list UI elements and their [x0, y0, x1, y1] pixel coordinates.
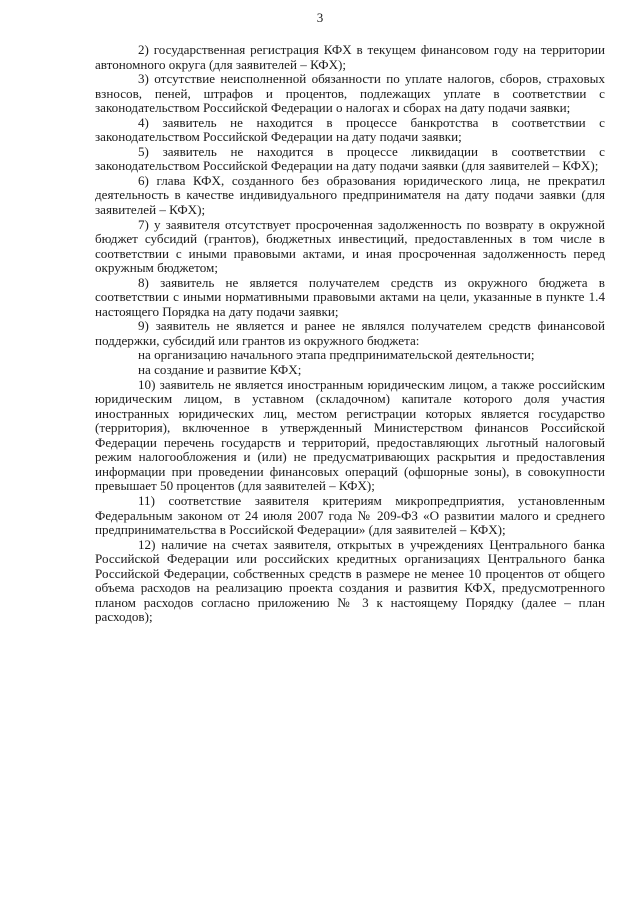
paragraph-item-6: 6) глава КФХ, созданного без образования юридического лица, не прекратил деятельность в качестве индивидуального предпринимателя на дату подачи заявки (для заявителей – КФХ);: [95, 172, 605, 218]
paragraph-item-2: 2) государственная регистрация КФХ в текущем финансовом году на территории автономного округа (для заявителей – КФХ);: [95, 42, 605, 72]
paragraph-item-9-sub-2: на создание и развитие КФХ;: [138, 362, 302, 378]
paragraph-item-11: 11) соответствие заявителя критериям микропредприятия, установленным Федеральным законом от 24 июля 2007 года № 209-ФЗ «О развитии малого и среднего предпринимательства в Российской Федерации» (для заявителей – КФХ);: [95, 492, 605, 538]
paragraph-item-8: 8) заявитель не является получателем средств из окружного бюджета в соответствии с иными нормативными правовыми актами на цели, указанные в пункте 1.4 настоящего Порядка на дату подачи заявки;: [95, 274, 605, 319]
document-body: [95, 43, 605, 625]
page-number: 3: [316, 10, 324, 25]
paragraph-item-12: 12) наличие на счетах заявителя, открытых в учреждениях Центрального банка Российской Федерации или российских кредитных организациях Центрального банка Российской Федерации, собственных средств в размере не менее 10 процентов от общего объема расходов на реализацию проекта создания и развития КФХ, предусмотренного планом расходов согласно приложению № 3 к настоящему Порядку (далее – план расходов);: [95, 536, 605, 625]
paragraph-item-7: 7) у заявителя отсутствует просроченная задолженность по возврату в окружной бюджет субсидий (грантов), бюджетных инвестиций, предоставленных в том числе в соответствии с иными правовыми актами, и иная просроченная задолженность перед окружным бюджетом;: [95, 216, 605, 276]
paragraph-item-9: 9) заявитель не является и ранее не являлся получателем средств финансовой поддержки, субсидий или грантов из окружного бюджета:: [95, 318, 605, 348]
paragraph-item-5: 5) заявитель не находится в процессе ликвидации в соответствии с законодательством Российской Федерации на дату подачи заявки (для заявителей – КФХ);: [95, 143, 605, 174]
paragraph-item-3: 3) отсутствие неисполненной обязанности по уплате налогов, сборов, страховых взносов, пеней, штрафов и процентов, подлежащих уплате в соответствии с законодательством Российской Федерации о налогах и сборах на дату подачи заявки;: [95, 71, 605, 116]
paragraph-item-4: 4) заявитель не находится в процессе банкротства в соответствии с законодательством Российской Федерации на дату подачи заявки;: [95, 114, 605, 145]
paragraph-item-9-sub-1: на организацию начального этапа предпринимательской деятельности;: [138, 347, 535, 363]
paragraph-item-10: 10) заявитель не является иностранным юридическим лицом, а также российским юридическим лицом, в уставном (складочном) капитале которого доля участия иностранных юридических лиц, местом регистрации которых является государство (территория), включенное в утвержденный Министерством финансов Российской Федерации перечень государств и территорий, предоставляющих льготный налоговый режим налогообложения и (или) не предусматривающих раскрытия и предоставления информации при проведении финансовых операций (офшорные зоны), в совокупности превышает 50 процентов (для заявителей – КФХ);: [95, 376, 605, 494]
